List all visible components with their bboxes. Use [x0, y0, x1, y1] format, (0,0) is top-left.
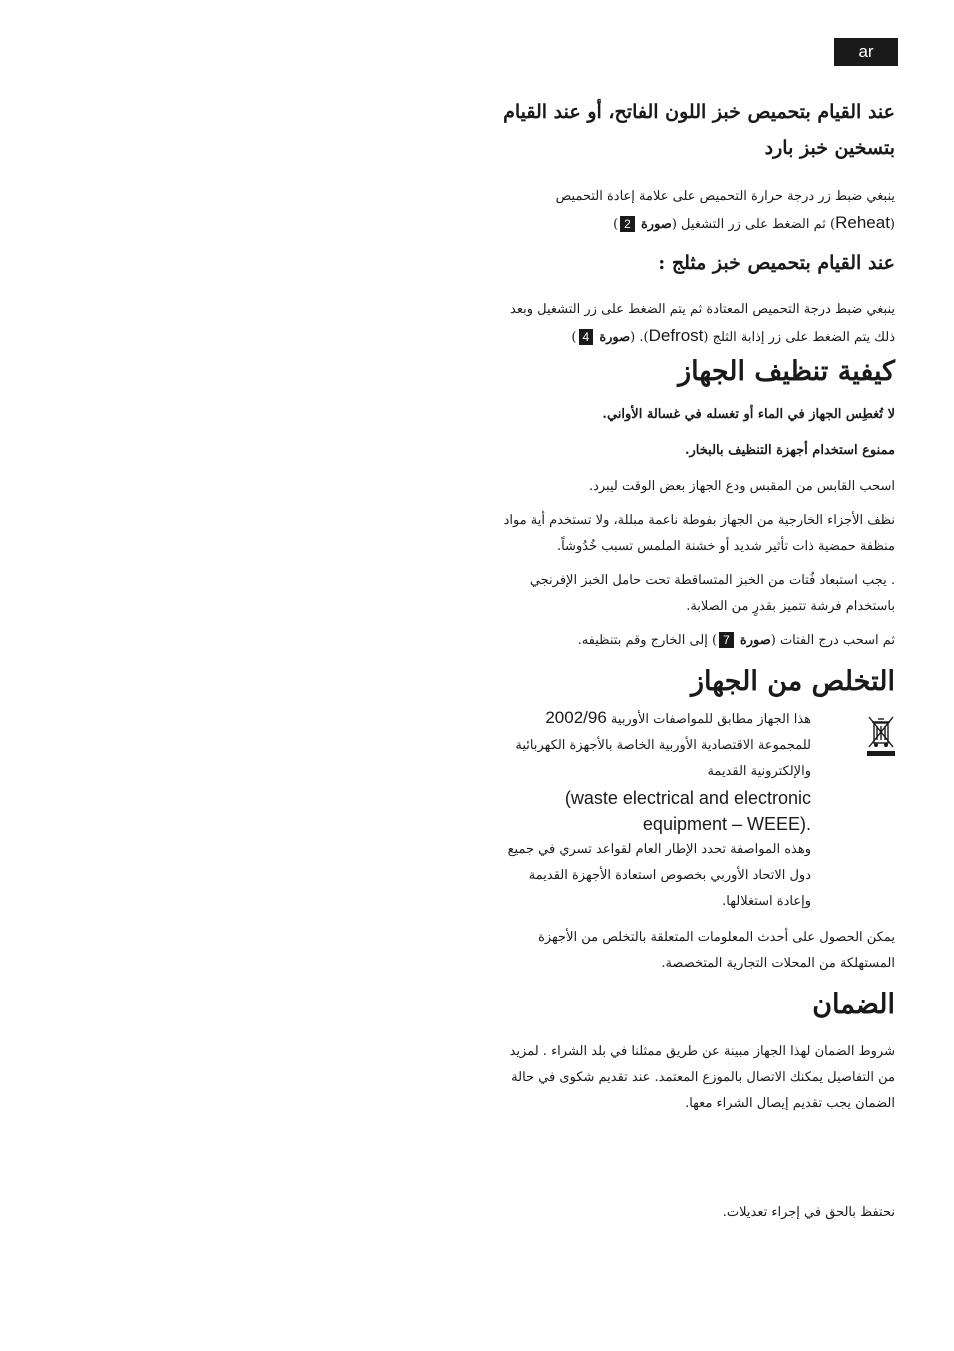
reheat-paragraph: ينبغي ضبط زر درجة حرارة التحميص على علامة إعادة التحميص (Reheat) ثم الضغط على زر التشغيل (صورة 2) [555, 189, 895, 232]
defrost-keyword: Defrost [648, 326, 704, 345]
disposal-info-text: يمكن الحصول على أحدث المعلومات المتعلقة بالتخلص من الأجهزة المستهلكة من المحلات التجارية المتخصصة. [538, 930, 895, 971]
warranty-text: شروط الضمان لهذا الجهاز مبينة عن طريق ممثلنا في بلد الشراء . لمزيد من التفاصيل يمكنك الاتصال بالموزع المعتمد. عند تقديم شكوى في حالة الضمان يجب تقديم إيصال الشراء معها. [509, 1044, 895, 1111]
frozen-paragraph: ينبغي ضبط درجة التحميص المعتادة ثم يتم الضغط على زر التشغيل وبعد ذلك يتم الضغط على زر إذابة الثلج (Defrost). (صورة 4) [510, 302, 895, 345]
weee-english-line-2: .(equipment – WEEE [642, 814, 811, 834]
cleaning-unplug-text: اسحب القابس من المقبس ودع الجهاز بعض الوقت ليبرد. [588, 479, 895, 494]
cleaning-heading: كيفية تنظيف الجهاز [678, 356, 895, 387]
figure-number-badge: 7 [719, 632, 734, 648]
crossed-out-wheelie-bin-icon [866, 714, 896, 758]
section-reheat [495, 94, 895, 238]
language-badge: ar [834, 38, 898, 66]
weee-directive-line: هذا الجهاز مطابق للمواصفات الأوربية 2002/96 [545, 708, 811, 727]
directive-number: 2002/96 [545, 708, 607, 727]
warranty-heading: الضمان [812, 989, 895, 1020]
section-frozen [495, 245, 895, 351]
reheat-heading: عند القيام بتحميص خبز اللون الفاتح، أو عند القيام بتسخين خبز بارد [503, 101, 895, 159]
cleaning-crumbs-text: . يجب استبعاد فُتات من الخبز المتساقطة تحت حامل الخبز الإفرنجي باستخدام فرشة تتميز بقدرٍ من الصلابة. [529, 573, 895, 614]
cleaning-exterior-text: نظف الأجزاء الخارجية من الجهاز بفوطة ناعمة مبللة، ولا تستخدم أية مواد منظفة حمضية ذات تأثير شديد أو خشنة الملمس تسبب خُدُوشاً. [503, 513, 895, 554]
cleaning-crumb-tray-text: ثم اسحب درج الفتات (صورة 7) إلى الخارج وقم بتنظيفه. [577, 633, 895, 648]
disposal-info [495, 925, 895, 977]
weee-scope-text: للمجموعة الاقتصادية الأوربية الخاصة بالأجهزة الكهربائية والإلكترونية القديمة [515, 738, 811, 779]
disposal-heading: التخلص من الجهاز [690, 666, 895, 697]
frozen-heading: عند القيام بتحميص خبز مثلج : [658, 252, 895, 274]
figure-number-badge: 4 [579, 329, 594, 345]
weee-english-line-1: waste electrical and electronic) [564, 788, 811, 808]
reheat-keyword: Reheat [835, 213, 890, 232]
cleaning-warning-steam: ممنوع استخدام أجهزة التنظيف بالبخار. [685, 443, 895, 458]
weee-notice [501, 705, 811, 915]
modifications-note: نحتفظ بالحق في إجراء تعديلات. [722, 1205, 895, 1220]
cleaning-warning-immersion: لا تُغطِس الجهاز في الماء أو تغسله في غسالة الأواني. [602, 407, 895, 422]
section-cleaning [495, 354, 895, 654]
section-disposal [495, 664, 895, 700]
footer-note [495, 1200, 895, 1226]
figure-number-badge: 2 [620, 216, 635, 232]
section-warranty [495, 987, 895, 1117]
weee-framework-text: وهذه المواصفة تحدد الإطار العام لقواعد تسري في جميع دول الاتحاد الأوربي بخصوص استعادة الأجهزة القديمة وإعادة استغلالها. [507, 842, 811, 909]
